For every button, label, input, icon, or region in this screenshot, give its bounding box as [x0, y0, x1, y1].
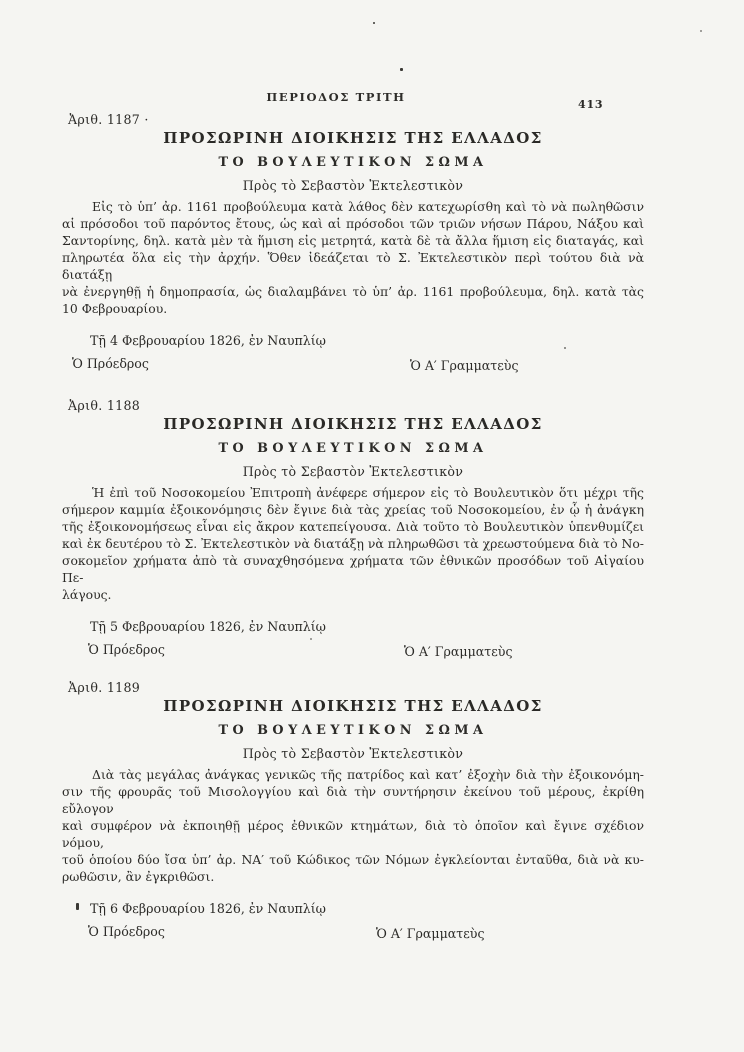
signature-row: [62, 642, 644, 659]
body-line: καὶ ἐκ δευτέρου τὸ Σ. Ἐκτελεστικὸν νὰ διατάξῃ νὰ πληρωθῶσι τὰ χρεωστούμενα διὰ τὸ Νο-: [62, 536, 644, 551]
decree-1188: [62, 398, 644, 659]
page-number: 413: [578, 98, 604, 111]
decree-1187: [62, 112, 644, 373]
body-line: ρωθῶσιν, ἂν ἐγκριθῶσι.: [62, 869, 215, 884]
scan-speck: [400, 68, 403, 71]
body-line: 10 Φεβρουαρίου.: [62, 301, 168, 316]
body-line: νὰ ἐνεργηθῇ ἡ δημοπρασία, ὡς διαλαμβάνει τὸ ὑπ’ ἀρ. 1161 προβούλευμα, δηλ. κατὰ τὰς: [62, 284, 644, 299]
running-head: ΠΕΡΙΟΔΟΣ ΤΡΙΤΗ: [266, 90, 406, 104]
body-line: αἱ πρόσοδοι τοῦ παρόντος ἔτους, ὡς καὶ αἱ πρόσοδοι τῶν τριῶν νήσων Πάρου, Νάξου καὶ: [62, 216, 644, 231]
body-line: Σαντορίνης, δηλ. κατὰ μὲν τὰ ἥμιση εἰς μετρητά, κατὰ δὲ τὰ ἄλλα ἥμιση εἰς διαταγάς, καὶ: [62, 233, 644, 248]
date-line: Τῇ 5 Φεβρουαρίου 1826, ἐν Ναυπλίῳ: [90, 619, 326, 634]
signature-first-secretary: Ὁ Α′ Γραμματεὺς: [410, 358, 519, 373]
signature-president: Ὁ Πρόεδρος: [88, 642, 165, 657]
scan-speck: [564, 347, 566, 349]
body-line: τῆς ἐξοικονομήσεως εἶναι εἰς ἄκρον κατεπείγουσα. Διὰ τοῦτο τὸ Βουλευτικὸν ὑπενθυμίζει: [62, 519, 644, 534]
body-line: τοῦ ὁποίου δύο ἴσα ὑπ’ ἀρ. ΝΑ′ τοῦ Κώδικος τῶν Νόμων ἐγκλείονται ἐνταῦθα, διὰ νὰ κυ-: [62, 852, 644, 867]
decree-number: Ἀριθ. 1189: [68, 680, 141, 695]
body-line: σιν τῆς φρουρᾶς τοῦ Μισολογγίου καὶ διὰ τὴν συντήρησιν ἐκείνου τοῦ μέρους, ἐκρίθη εὔλογον: [62, 784, 644, 816]
scan-speck: [373, 22, 375, 24]
decree-1189: [62, 680, 644, 941]
date-line: Τῇ 4 Φεβρουαρίου 1826, ἐν Ναυπλίῳ: [90, 333, 326, 348]
decree-address: Πρὸς τὸ Σεβαστὸν Ἐκτελεστικὸν: [242, 746, 464, 761]
decree-body: [62, 484, 644, 603]
body-line: σοκομεῖον χρήματα ἀπὸ τὰ συναχθησόμενα χρήματα τῶν ἐθνικῶν προσόδων τοῦ Αἰγαίου Πε-: [62, 553, 644, 585]
body-line: Ἡ ἐπὶ τοῦ Νοσοκομείου Ἐπιτροπὴ ἀνέφερε σήμερον εἰς τὸ Βουλευτικὸν ὅτι μέχρι τῆς: [92, 485, 644, 500]
decree-address: Πρὸς τὸ Σεβαστὸν Ἐκτελεστικὸν: [242, 178, 464, 193]
decree-subtitle: ΤΟ ΒΟΥΛΕΥΤΙΚΟΝ ΣΩΜΑ: [218, 723, 488, 738]
body-line: πληρωτέα ὅλα εἰς τὴν ἀρχήν. Ὅθεν ἰδεάζεται τὸ Σ. Ἐκτελεστικὸν περὶ τούτου διὰ νὰ διατάξῃ: [62, 250, 644, 282]
body-line: Διὰ τὰς μεγάλας ἀνάγκας γενικῶς τῆς πατρίδος καὶ κατ’ ἐξοχὴν διὰ τὴν ἐξοικονόμη-: [92, 767, 644, 782]
signature-row: [62, 924, 644, 941]
decree-address: Πρὸς τὸ Σεβαστὸν Ἐκτελεστικὸν: [242, 464, 464, 479]
decree-title: ΠΡΟΣΩΡΙΝΗ ΔΙΟΙΚΗΣΙΣ ΤΗΣ ΕΛΛΑΔΟΣ: [163, 129, 543, 147]
decree-title: ΠΡΟΣΩΡΙΝΗ ΔΙΟΙΚΗΣΙΣ ΤΗΣ ΕΛΛΑΔΟΣ: [163, 415, 543, 433]
scan-speck: [310, 638, 312, 640]
decree-body: [62, 766, 644, 885]
signature-row: [62, 356, 644, 373]
date-line: Τῇ 6 Φεβρουαρίου 1826, ἐν Ναυπλίῳ: [90, 901, 326, 916]
body-line: καὶ συμφέρον νὰ ἐκποιηθῇ μέρος ἐθνικῶν κτημάτων, διὰ τὸ ὁποῖον καὶ ἔγινε σχέδιον νόμου,: [62, 818, 644, 850]
decree-number: Ἀριθ. 1188: [68, 398, 141, 413]
signature-first-secretary: Ὁ Α′ Γραμματεὺς: [404, 644, 513, 659]
decree-body: [62, 198, 644, 317]
signature-first-secretary: Ὁ Α′ Γραμματεὺς: [376, 926, 485, 941]
decree-subtitle: ΤΟ ΒΟΥΛΕΥΤΙΚΟΝ ΣΩΜΑ: [218, 441, 488, 456]
body-line: σήμερον καμμία ἐξοικονόμησις δὲν ἔγινε διὰ τὰς χρείας τοῦ Νοσοκομείου, ἐν ᾧ ἡ ἀνάγκη: [62, 502, 644, 517]
scan-speck: [76, 903, 79, 910]
body-line: λάγους.: [62, 587, 112, 602]
decree-title: ΠΡΟΣΩΡΙΝΗ ΔΙΟΙΚΗΣΙΣ ΤΗΣ ΕΛΛΑΔΟΣ: [163, 697, 543, 715]
page-content: [62, 112, 644, 941]
signature-president: Ὁ Πρόεδρος: [88, 924, 165, 939]
signature-president: Ὁ Πρόεδρος: [72, 356, 149, 371]
body-line: Εἰς τὸ ὑπ’ ἀρ. 1161 προβούλευμα κατὰ λάθος δὲν κατεχωρίσθη καὶ τὸ νὰ πωληθῶσιν: [92, 199, 644, 214]
decree-subtitle: ΤΟ ΒΟΥΛΕΥΤΙΚΟΝ ΣΩΜΑ: [218, 155, 488, 170]
scan-speck: [700, 30, 702, 32]
decree-number: Ἀριθ. 1187 ·: [68, 112, 149, 127]
